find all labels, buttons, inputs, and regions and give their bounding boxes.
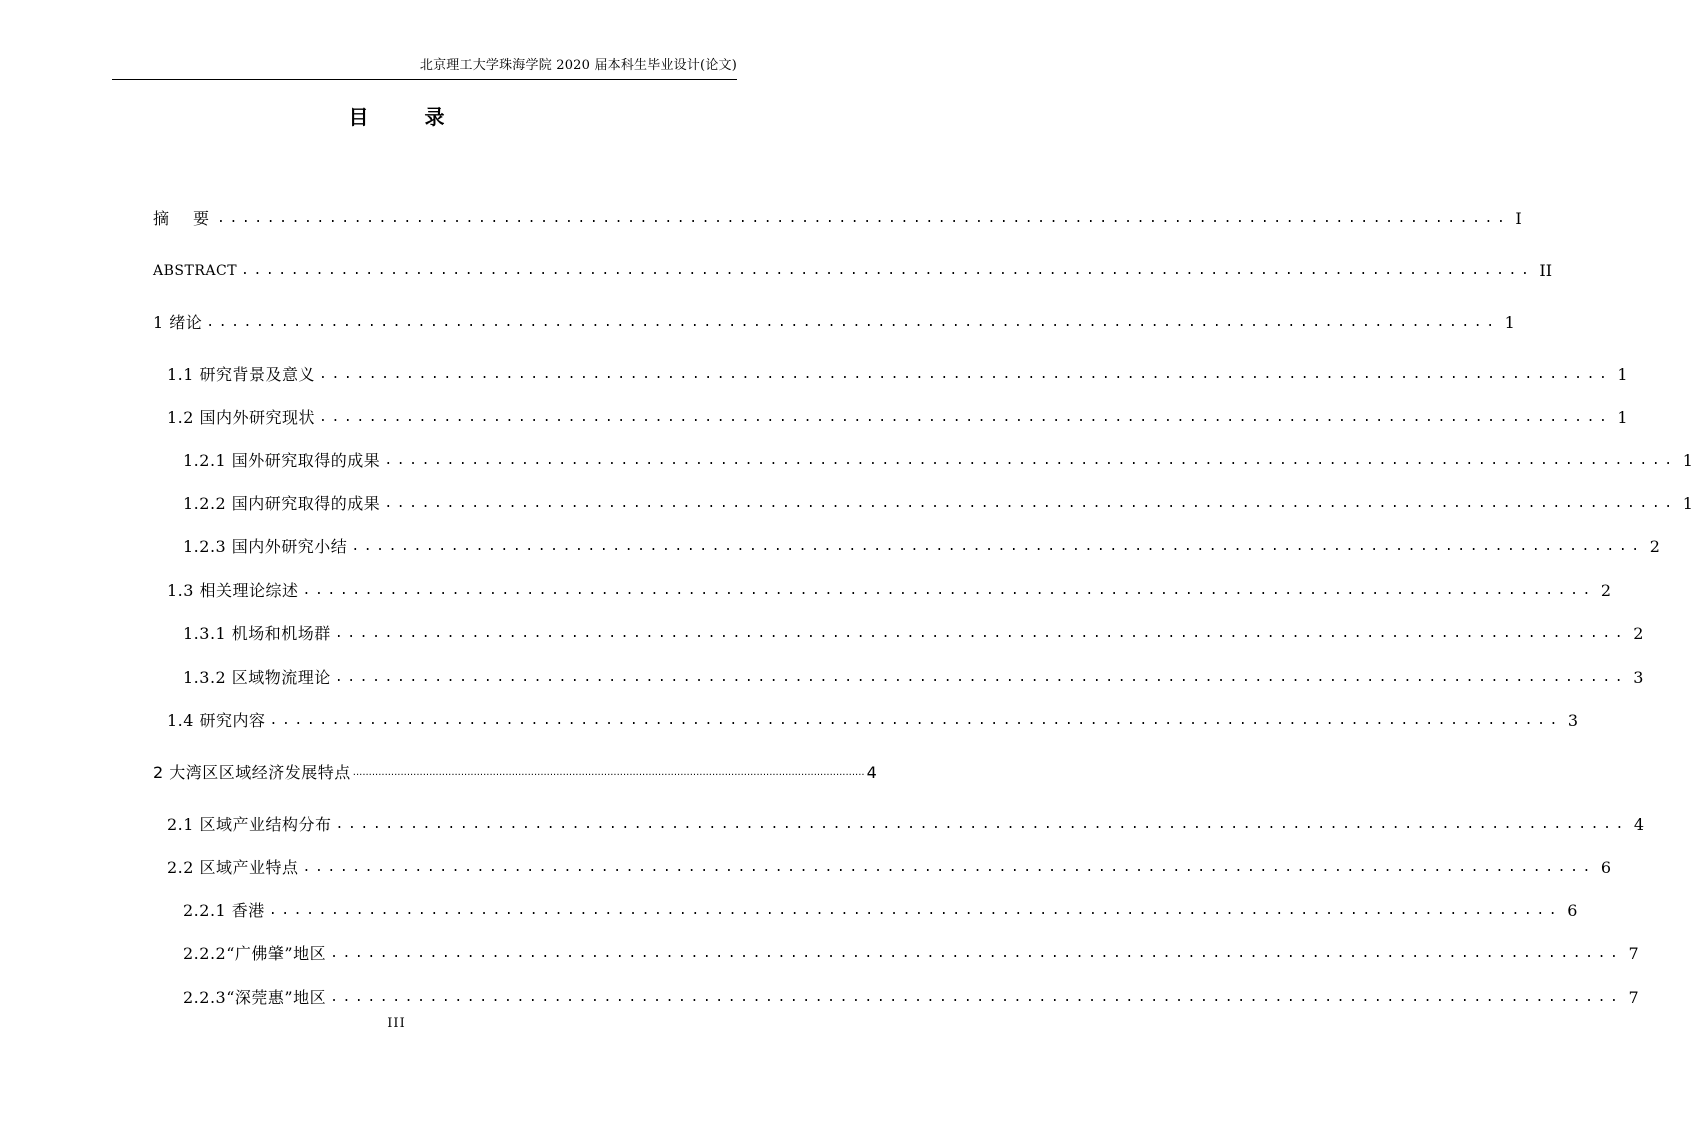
dot-leader: .................................................................................................................................................................: [352, 767, 865, 778]
toc-entry-label: 1.1 研究背景及意义: [167, 365, 316, 384]
toc-entry-page: I: [1515, 209, 1522, 228]
dot-leader: ........................................................................................................: [206, 315, 1499, 330]
toc-entry-label: 2.1 区域产业结构分布: [167, 815, 332, 834]
toc-entry-2-2[interactable]: [167, 855, 1612, 881]
toc-entry-1-2-2[interactable]: [183, 491, 1693, 517]
toc-entry-page: 3: [1633, 668, 1644, 687]
toc-entry-label: 1.2.1 国外研究取得的成果: [183, 451, 381, 470]
dot-leader: ........................................................................................................: [269, 713, 1562, 728]
dot-leader: ........................................................................................................: [319, 367, 1612, 382]
toc-entry-label: 1.3.1 机场和机场群: [183, 624, 331, 643]
toc-entry-page: 6: [1567, 901, 1578, 920]
toc-entry-page: 2: [1649, 537, 1660, 556]
toc-entry-2-2-3[interactable]: [183, 985, 1639, 1011]
toc-entry-label: 1.3 相关理论综述: [167, 581, 299, 600]
toc-entry-label: 2.2.2“广佛肇”地区: [183, 944, 327, 963]
toc-entry-2-2-2[interactable]: [183, 941, 1639, 967]
toc-entry-1-3-1[interactable]: [183, 621, 1644, 647]
toc-entry-1-4[interactable]: [167, 708, 1579, 734]
toc-entry-label: 1.2 国内外研究现状: [167, 408, 316, 427]
toc-entry-label: 1.3.2 区域物流理论: [183, 668, 331, 687]
toc-entry-label: 2.2.3“深莞惠”地区: [183, 988, 327, 1007]
page-header: 北京理工大学珠海学院 2020 届本科生毕业设计(论文): [419, 58, 737, 73]
dot-leader: ........................................................................................................: [384, 453, 1677, 468]
dot-leader: ........................................................................................................: [334, 670, 1628, 685]
toc-entry-2-1[interactable]: [167, 812, 1645, 838]
toc-entry-abstract-en[interactable]: [153, 258, 1553, 284]
toc-entry-page: 1: [1682, 451, 1693, 470]
toc-entry-page: 1: [1617, 408, 1628, 427]
dot-leader: ........................................................................................................: [217, 211, 1510, 226]
toc-entry-page: 1: [1617, 365, 1628, 384]
dot-leader: ........................................................................................................: [351, 539, 1644, 554]
dot-leader: ........................................................................................................: [330, 946, 1623, 961]
toc-entry-label: 1.4 研究内容: [167, 711, 266, 730]
toc-entry-1-2[interactable]: [167, 405, 1628, 431]
toc-entry-page: 4: [1633, 815, 1645, 834]
toc-entry-label: 摘 要: [153, 209, 214, 228]
dot-leader: ........................................................................................................: [334, 626, 1628, 641]
toc-entry-chapter-1[interactable]: [153, 310, 1515, 336]
toc-entry-label: 2.2.1 香港: [183, 901, 265, 920]
toc-entry-1-2-3[interactable]: [183, 534, 1660, 560]
toc-entry-page: 7: [1628, 988, 1639, 1007]
toc-entry-label: 1.2.2 国内研究取得的成果: [183, 494, 381, 513]
toc-entry-2-2-1[interactable]: [183, 898, 1578, 924]
toc-entry-page: 7: [1628, 944, 1639, 963]
toc-entry-page: 1: [1504, 313, 1515, 332]
dot-leader: ........................................................................................................: [268, 903, 1562, 918]
dot-leader: ........................................................................................................: [330, 990, 1623, 1005]
dot-leader: ........................................................................................................: [384, 496, 1677, 511]
toc-entry-abstract-cn[interactable]: [153, 206, 1522, 232]
toc-entry-label: 2.2 区域产业特点: [167, 858, 299, 877]
toc-entry-1-3[interactable]: [167, 578, 1612, 604]
toc-entry-page: II: [1539, 261, 1553, 280]
page-number: III: [387, 1016, 406, 1031]
dot-leader: ........................................................................................................: [335, 817, 1628, 832]
toc-entry-page: 1: [1682, 494, 1693, 513]
toc-entry-page: 3: [1567, 711, 1579, 730]
toc-entry-page: 2: [1600, 581, 1612, 600]
toc-entry-label: 1 绪论: [153, 313, 203, 332]
toc-entry-1-3-2[interactable]: [183, 665, 1644, 691]
toc-entry-1-2-1[interactable]: [183, 448, 1693, 474]
dot-leader: ........................................................................................................: [319, 410, 1612, 425]
dot-leader: ........................................................................................................: [241, 263, 1534, 278]
toc-entry-label: ABSTRACT: [153, 263, 238, 279]
toc-entry-page: 4: [866, 763, 877, 782]
toc-entry-label: 2 大湾区区域经济发展特点: [153, 763, 351, 782]
toc-entry-1-1[interactable]: [167, 362, 1628, 388]
toc-entry-chapter-2[interactable]: [153, 760, 877, 786]
dot-leader: ........................................................................................................: [302, 860, 1595, 875]
toc-entry-page: 2: [1633, 624, 1644, 643]
toc-entry-page: 6: [1600, 858, 1612, 877]
toc-entry-label: 1.2.3 国内外研究小结: [183, 537, 348, 556]
dot-leader: ........................................................................................................: [302, 583, 1595, 598]
toc-title: 目 录: [348, 105, 463, 129]
